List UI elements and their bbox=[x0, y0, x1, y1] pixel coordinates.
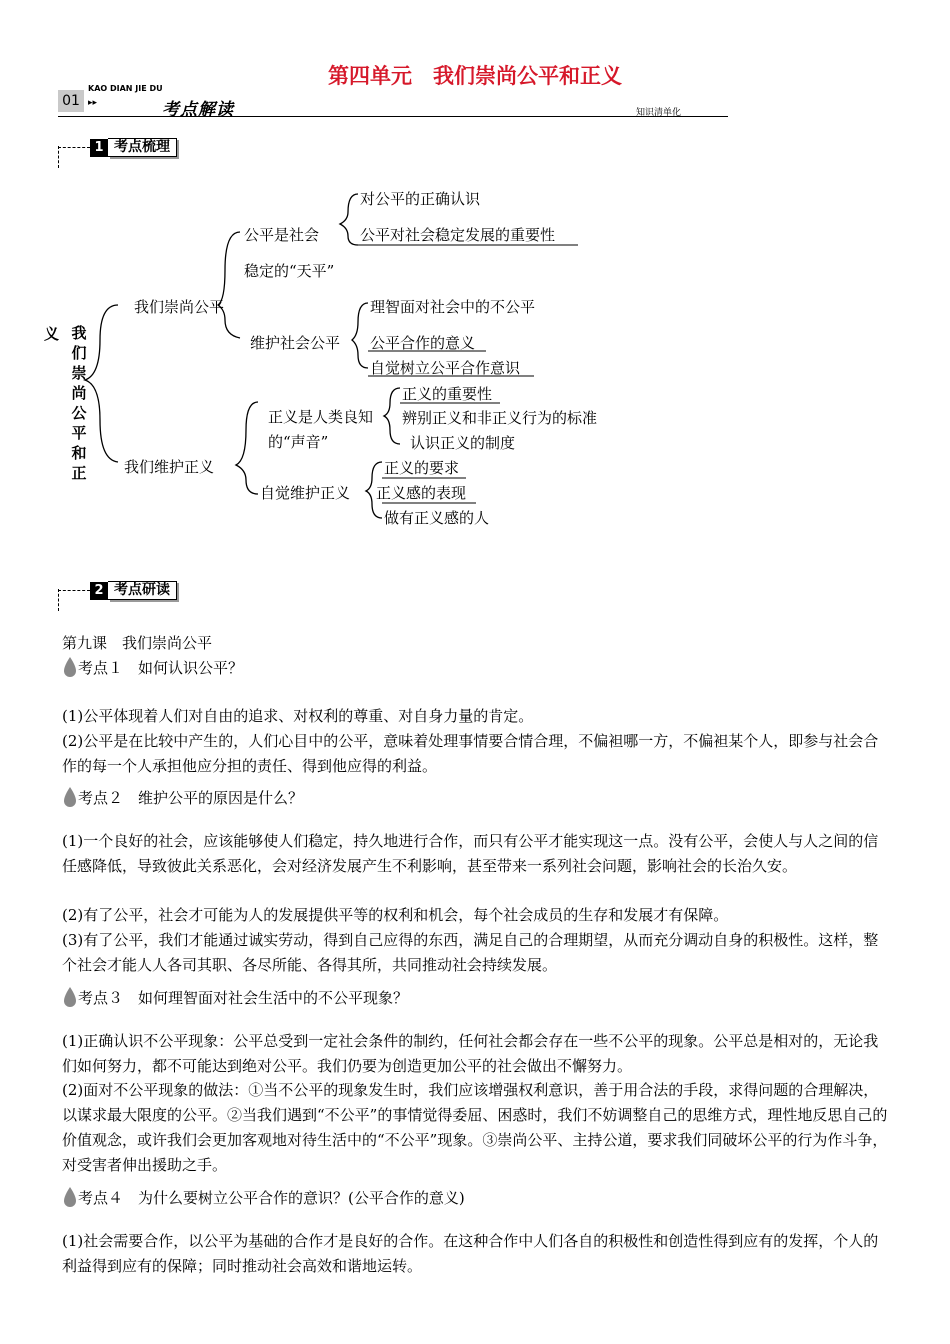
section-2-label: 考点研读 bbox=[108, 581, 177, 600]
header-label: 考点解读 bbox=[162, 100, 234, 120]
mindmap-leaf: 理智面对社会中的不公平 bbox=[370, 298, 536, 316]
mindmap-node-conscience-2: 的“声音” bbox=[268, 433, 329, 451]
point-1-para-1: (1)公平体现着人们对自由的追求、对权利的尊重、对自身力量的肯定。 bbox=[62, 707, 534, 725]
point-2-para-1: (1)一个良好的社会，应该能够使人们稳定，持久地进行合作，而只有公平才能实现这一点。没有公平，会使人与人之间的信任感降低，导致彼此关系恶化，会对经济发展产生不利影响，甚至带来一系列社会问题，影响社会的长治久安。 bbox=[62, 832, 879, 875]
mindmap-branch-justice: 我们维护正义 bbox=[124, 458, 215, 476]
mindmap-leaf: 正义感的表现 bbox=[376, 484, 467, 502]
page-title: 第四单元 我们崇尚公平和正义 bbox=[328, 64, 622, 88]
point-3-para-1: (1)正确认识不公平现象：公平总受到一定社会条件的制约，任何社会都会存在一些不公平的现象。公平总是相对的，无论我们如何努力，都不可能达到绝对公平。我们仍要为创造更加公平的社会做出不懈努力。 bbox=[62, 1032, 879, 1075]
section-1-label: 考点梳理 bbox=[108, 138, 177, 157]
drop-icon bbox=[62, 1186, 78, 1208]
mindmap-leaf: 认识正义的制度 bbox=[410, 434, 516, 452]
mindmap-node-balance: 稳定的“天平” bbox=[244, 262, 335, 280]
point-3-title: 考点３ 如何理智面对社会生活中的不公平现象？ bbox=[78, 988, 409, 1007]
point-4-title: 考点４ 为什么要树立公平合作的意识？(公平合作的意义) bbox=[78, 1188, 465, 1207]
mindmap-leaf: 自觉树立公平合作意识 bbox=[370, 359, 521, 377]
conscience-brace bbox=[384, 388, 400, 444]
section-1-number: 1 bbox=[90, 139, 108, 157]
point-1-title: 考点１ 如何认识公平？ bbox=[78, 658, 244, 677]
lesson-title: 第九课 我们崇尚公平 bbox=[62, 634, 213, 652]
point-4-para-1: (1)社会需要合作，以公平为基础的合作才是良好的合作。在这种合作中人们各自的积极性和创造性得到应有的发挥，个人的利益得到应有的保障；同时推动社会高效和谐地运转。 bbox=[62, 1232, 879, 1275]
maintain-fairness-brace bbox=[352, 303, 368, 368]
mindmap-leaf: 公平合作的意义 bbox=[370, 334, 476, 352]
point-3-para-2: (2)面对不公平现象的做法：①当不公平的现象发生时，我们应该增强权利意识，善于用合法的手段，求得问题的合理解决，以谋求最大限度的公平。②当我们遇到“不公平”的事情觉得委屈、困惑时，我们不妨调整自己的思维方式，理性地反思自己的价值观念，或许我们会更加客观地对待生活中的“不公平”现象。③崇尚公平、主持公道，要求我们同破坏公平的行为作斗争，对受害者伸出援助之手。 bbox=[62, 1081, 888, 1174]
point-2-heading bbox=[62, 786, 303, 808]
mindmap-leaf: 正义的重要性 bbox=[402, 385, 493, 403]
mindmap-leaf: 正义的要求 bbox=[384, 459, 460, 477]
mindmap-root-tail: 义 bbox=[44, 325, 60, 343]
header-sub-label: 知识清单化 bbox=[636, 108, 682, 118]
mindmap-leaf: 辨别正义和非正义行为的标准 bbox=[402, 409, 598, 427]
social-fairness-brace bbox=[340, 194, 358, 245]
drop-icon bbox=[62, 786, 78, 808]
point-2-para-2: (2)有了公平，社会才可能为人的发展提供平等的权利和机会，每个社会成员的生存和发展才有保障。 bbox=[62, 906, 729, 924]
mindmap-leaf: 对公平的正确认识 bbox=[360, 190, 481, 208]
header-arrow-icon: ▸▸ bbox=[88, 98, 98, 108]
point-2-para-3: (3)有了公平，我们才能通过诚实劳动，得到自己应得的东西，满足自己的合理期望，从而充分调动自身的积极性。这样，整个社会才能人人各司其职、各尽所能、各得其所，共同推动社会持续发展。 bbox=[62, 931, 879, 974]
drop-icon bbox=[62, 986, 78, 1008]
section-number-box: 01 bbox=[58, 90, 84, 112]
mindmap-node-uphold-justice: 自觉维护正义 bbox=[260, 484, 351, 502]
section-2-number: 2 bbox=[90, 582, 108, 600]
point-4-heading bbox=[62, 1186, 465, 1208]
mindmap-node-social-fairness: 公平是社会 bbox=[244, 226, 320, 244]
mindmap-node-conscience-1: 正义是人类良知 bbox=[268, 408, 374, 426]
drop-icon bbox=[62, 656, 78, 678]
mindmap-leaf: 公平对社会稳定发展的重要性 bbox=[360, 226, 556, 244]
header-pinyin: KAO DIAN JIE DU bbox=[88, 84, 163, 93]
point-1-para-2: (2)公平是在比较中产生的，人们心目中的公平，意味着处理事情要合情合理，不偏袒哪一方，不偏袒某个人，即参与社会合作的每一个人承担他应分担的责任、得到他应得的利益。 bbox=[62, 732, 879, 775]
justice-brace bbox=[236, 402, 258, 494]
mindmap-node-maintain-fairness: 维护社会公平 bbox=[250, 334, 341, 352]
point-2-title: 考点２ 维护公平的原因是什么？ bbox=[78, 788, 304, 807]
fairness-brace bbox=[218, 232, 240, 338]
section-2-dash bbox=[58, 590, 90, 591]
point-1-heading bbox=[62, 656, 243, 678]
mindmap-branch-fairness: 我们崇尚公平 bbox=[134, 298, 225, 316]
mindmap-leaf: 做有正义感的人 bbox=[384, 509, 490, 527]
mindmap-root: 我 们 崇 尚 公 平 和 正 bbox=[71, 324, 87, 482]
root-brace bbox=[85, 305, 118, 462]
point-3-heading bbox=[62, 986, 408, 1008]
section-2-header bbox=[58, 581, 177, 600]
